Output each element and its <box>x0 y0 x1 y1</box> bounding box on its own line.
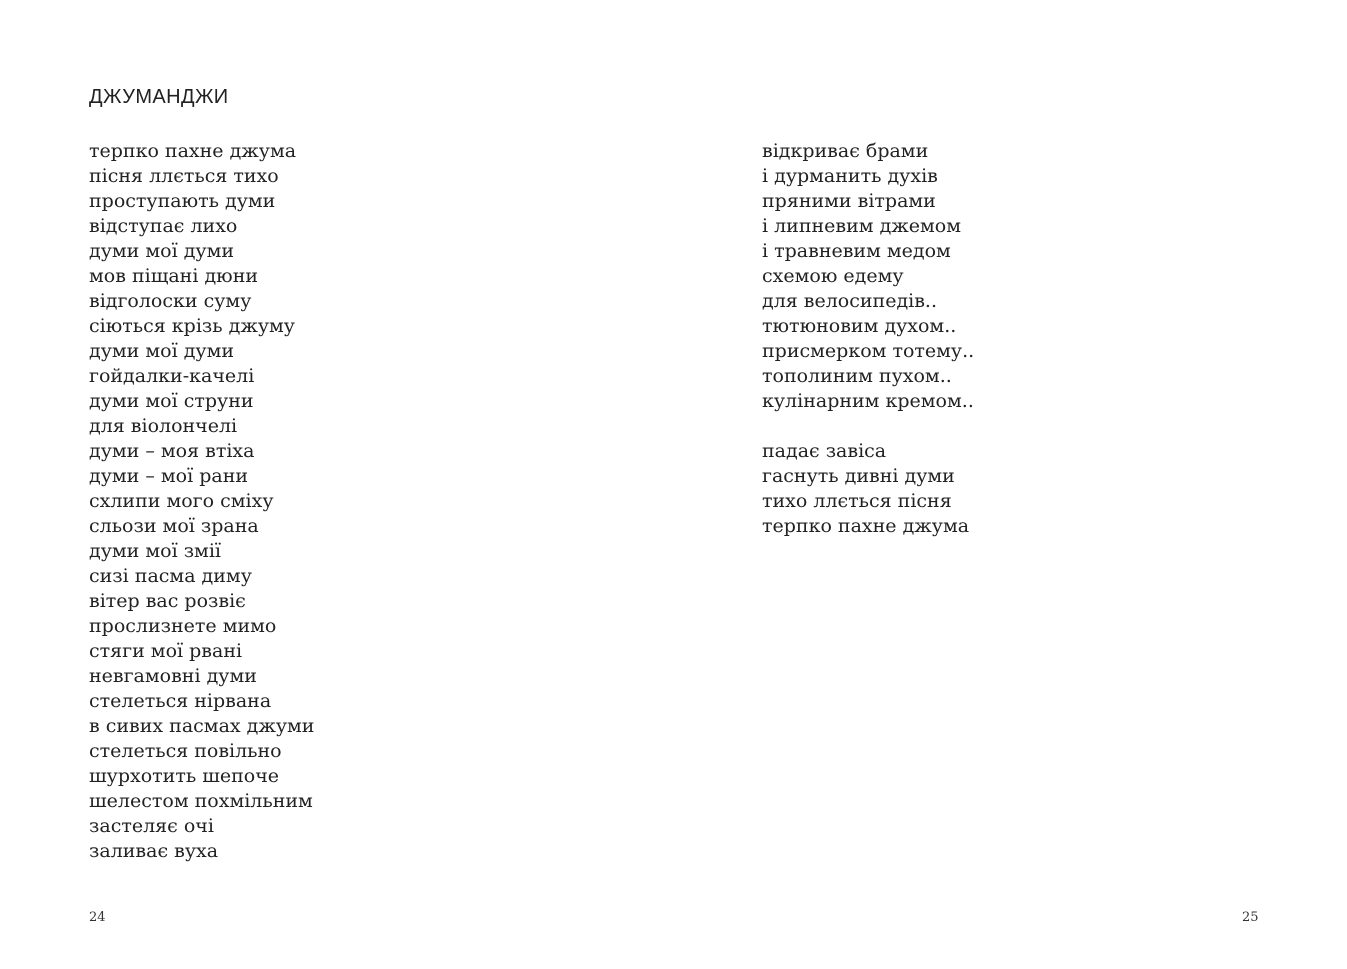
verse-line: і липневим джемом <box>762 215 962 237</box>
verse-line: відголоски суму <box>89 290 252 312</box>
verse-line: сизі пасма диму <box>89 565 252 587</box>
verse-line: схемою едему <box>762 265 904 287</box>
verse-line: сльози мої зрана <box>89 515 259 537</box>
verse-line: сіються крізь джуму <box>89 315 295 337</box>
verse-line: прослизнете мимо <box>89 615 277 637</box>
verse-line: стяги мої рвані <box>89 640 243 662</box>
verse-line: для велосипедів.. <box>762 290 938 312</box>
page-number-left: 24 <box>89 910 106 925</box>
verse-line: і травневим медом <box>762 240 951 262</box>
verse-line: думи мої змії <box>89 540 221 562</box>
poem-stanza-2 <box>762 439 969 539</box>
verse-line: думи – моя втіха <box>89 440 255 462</box>
poem-title: ДЖУМАНДЖИ <box>89 86 229 108</box>
verse-line: падає завіса <box>762 440 887 462</box>
verse-line: і дурманить духів <box>762 165 938 187</box>
verse-line: пісня ллється тихо <box>89 165 279 187</box>
verse-line: терпко пахне джума <box>762 515 970 537</box>
verse-line: тихо ллється пісня <box>762 490 952 512</box>
verse-line: застеляє очі <box>89 815 214 837</box>
verse-line: схлипи мого сміху <box>89 490 274 512</box>
verse-line: думи – мої рани <box>89 465 249 487</box>
verse-line: відступає лихо <box>89 215 238 237</box>
verse-line: присмерком тотему.. <box>762 340 975 362</box>
verse-line: стелеться повільно <box>89 740 282 762</box>
verse-line: гойдалки-качелі <box>89 365 255 387</box>
verse-line: вітер вас розвіє <box>89 590 246 612</box>
verse-line: мов піщані дюни <box>89 265 259 287</box>
verse-line: для віолончелі <box>89 415 238 437</box>
page-number-right: 25 <box>1242 910 1259 925</box>
verse-line: думи мої струни <box>89 390 254 412</box>
left-page <box>0 0 673 969</box>
verse-line: тополиним пухом.. <box>762 365 952 387</box>
verse-line: думи мої думи <box>89 240 235 262</box>
verse-line: тютюновим духом.. <box>762 315 957 337</box>
verse-line: в сивих пасмах джуми <box>89 715 315 737</box>
verse-line: проступають думи <box>89 190 276 212</box>
right-page <box>673 0 1347 969</box>
verse-line: заливає вуха <box>89 840 219 862</box>
verse-line: шелестом похмільним <box>89 790 313 812</box>
verse-line: пряними вітрами <box>762 190 936 212</box>
verse-line: гаснуть дивні думи <box>762 465 955 487</box>
verse-line: терпко пахне джума <box>89 140 297 162</box>
verse-line: невгамовні думи <box>89 665 257 687</box>
verse-line: думи мої думи <box>89 340 235 362</box>
verse-line: стелеться нірвана <box>89 690 272 712</box>
verse-line: шурхотить шепоче <box>89 765 280 787</box>
verse-line: відкриває брами <box>762 140 929 162</box>
poem-stanza-1 <box>762 139 974 414</box>
verse-line: кулінарним кремом.. <box>762 390 974 412</box>
poem-verse-left <box>89 139 314 864</box>
